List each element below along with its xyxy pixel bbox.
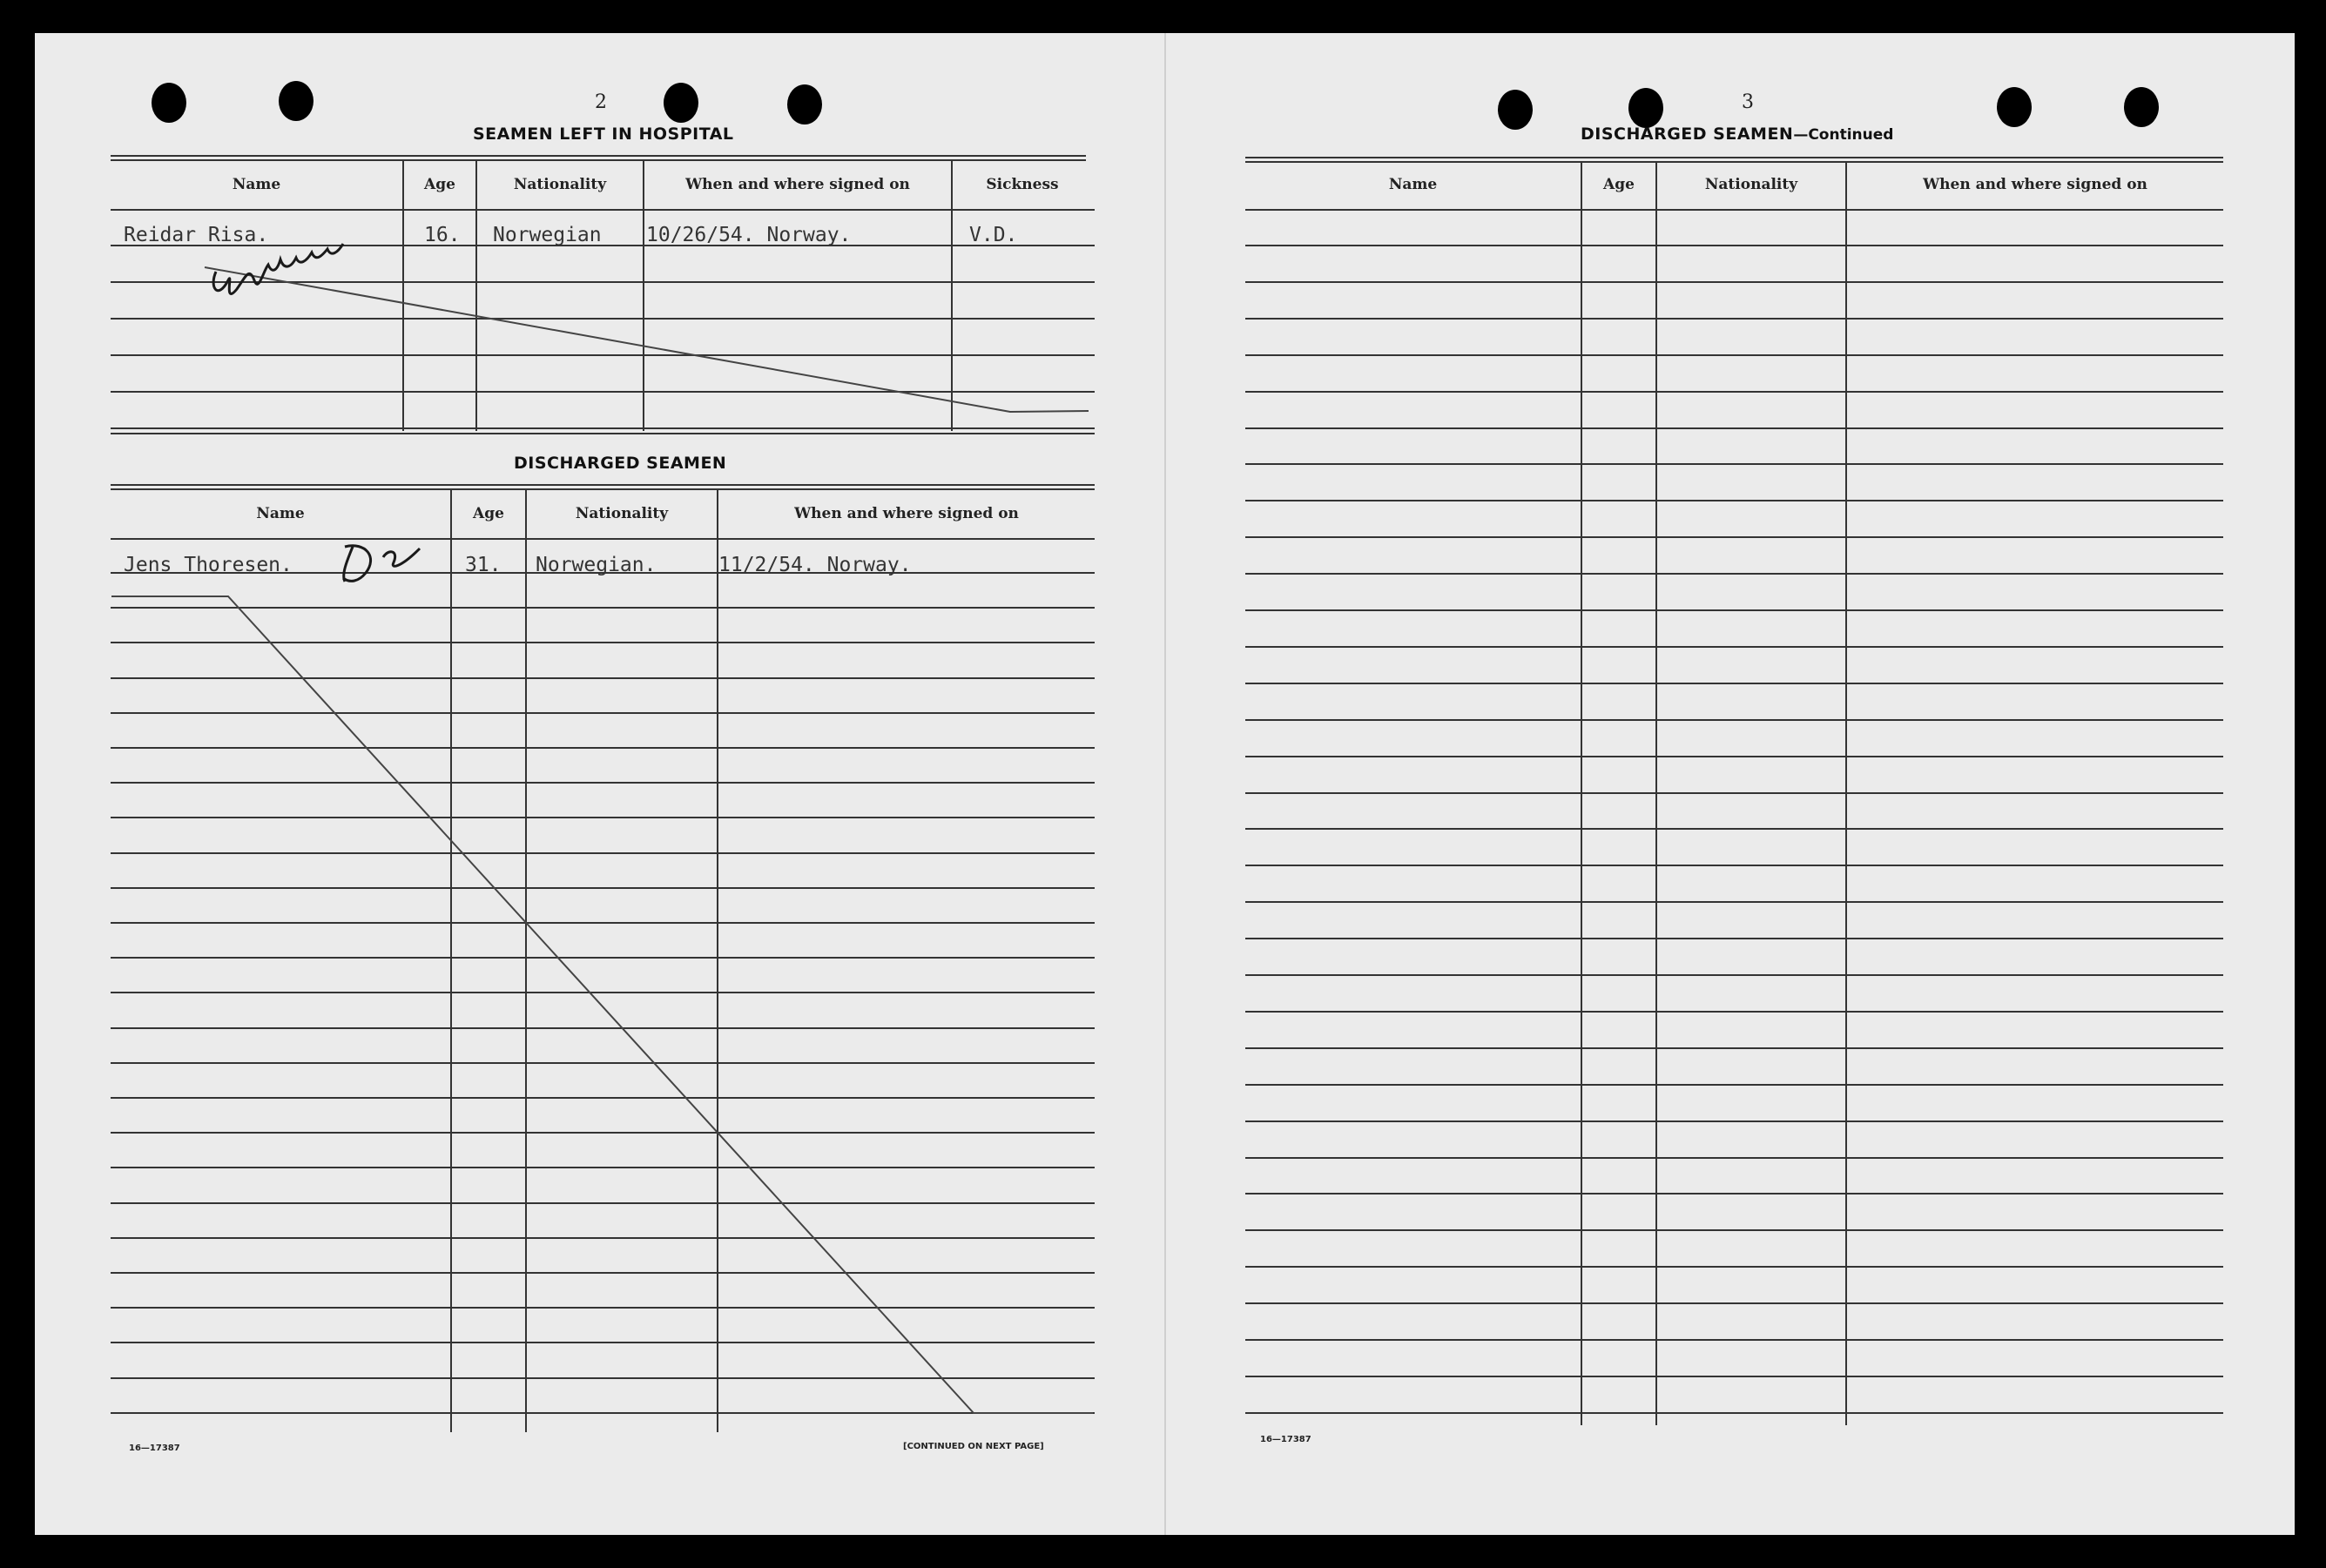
discharged-header-signed-on: When and where signed on xyxy=(794,505,1019,522)
discharged-header-nationality: Nationality xyxy=(575,505,669,522)
form-number-left: 16—17387 xyxy=(129,1444,180,1453)
hospital-section-title: SEAMEN LEFT IN HOSPITAL xyxy=(473,124,734,144)
right-header-nationality: Nationality xyxy=(1704,176,1798,193)
signature xyxy=(213,244,343,293)
hospital-row-name: Reidar Risa. xyxy=(124,224,269,246)
hospital-header-age: Age xyxy=(424,176,455,193)
discharged-header-name: Name xyxy=(256,505,305,522)
right-header-name: Name xyxy=(1388,176,1438,193)
hospital-row-nationality: Norwegian xyxy=(493,224,602,246)
discharged-section-title: DISCHARGED SEAMEN xyxy=(514,454,727,473)
hospital-header-signed-on: When and where signed on xyxy=(685,176,910,193)
right-section-title-main: DISCHARGED SEAMEN xyxy=(1581,124,1794,144)
discharged-row-name: Jens Thoresen. xyxy=(124,554,293,576)
hospital-header-sickness: Sickness xyxy=(986,176,1059,193)
right-header-signed-on: When and where signed on xyxy=(1923,176,2147,193)
discharged-header-age: Age xyxy=(473,505,504,522)
page-number-right: 3 xyxy=(1742,91,1754,113)
strike-line-hospital xyxy=(205,267,1089,412)
right-section-title-suffix: —Continued xyxy=(1793,126,1894,144)
strike-line-discharged xyxy=(111,596,1093,1413)
hospital-header-name: Name xyxy=(232,176,281,193)
discharged-row-nationality: Norwegian. xyxy=(536,554,657,576)
hospital-row-age: 16. xyxy=(424,224,461,246)
right-header-age: Age xyxy=(1603,176,1635,193)
page-number-left: 2 xyxy=(595,91,607,113)
form-number-right: 16—17387 xyxy=(1260,1435,1311,1444)
hospital-row-sickness: V.D. xyxy=(969,224,1018,246)
handwritten-initials xyxy=(343,546,420,582)
hospital-header-nationality: Nationality xyxy=(513,176,607,193)
discharged-row-age: 31. xyxy=(465,554,502,576)
hospital-row-signed-on: 10/26/54. Norway. xyxy=(646,224,852,246)
continued-note: [CONTINUED ON NEXT PAGE] xyxy=(903,1442,1044,1451)
discharged-row-signed-on: 11/2/54. Norway. xyxy=(718,554,912,576)
